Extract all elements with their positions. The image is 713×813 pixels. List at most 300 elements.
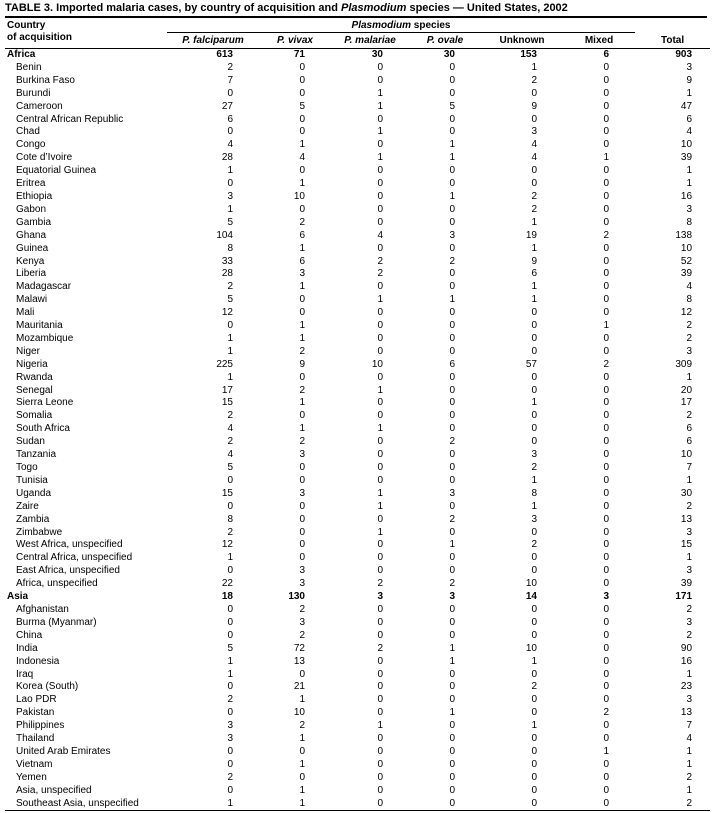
total-cell: 3 — [686, 694, 693, 706]
value-cell: 4 — [377, 229, 383, 241]
value-cell: 8 — [227, 242, 233, 254]
table-row — [5, 462, 710, 475]
value-cell: 1 — [299, 397, 305, 409]
country-cell: Africa, unspecified — [16, 578, 98, 590]
country-cell: Indonesia — [16, 655, 60, 667]
value-cell: 19 — [525, 229, 537, 241]
value-cell: 0 — [603, 474, 610, 486]
value-cell: 0 — [377, 603, 383, 615]
value-cell: 1 — [449, 642, 455, 654]
value-cell: 0 — [531, 694, 537, 706]
table-header — [5, 18, 710, 49]
value-cell: 0 — [603, 410, 610, 422]
value-cell: 0 — [449, 449, 455, 461]
table-row — [5, 733, 710, 746]
table-row — [5, 449, 710, 462]
table-row — [5, 669, 710, 682]
value-cell: 27 — [221, 100, 233, 112]
value-cell: 5 — [299, 100, 305, 112]
value-cell: 6 — [449, 358, 455, 370]
total-cell: 2 — [686, 603, 693, 615]
table-row — [5, 126, 710, 139]
value-cell: 14 — [525, 591, 537, 603]
country-cell: United Arab Emirates — [16, 745, 111, 757]
value-cell: 12 — [221, 539, 233, 551]
value-cell: 2 — [449, 436, 455, 448]
table-row — [5, 101, 710, 114]
value-cell: 1 — [227, 552, 233, 564]
value-cell: 0 — [603, 784, 610, 796]
value-cell: 2 — [227, 281, 233, 293]
value-cell: 0 — [377, 668, 383, 680]
value-cell: 1 — [227, 332, 233, 344]
country-cell: Korea (South) — [16, 681, 79, 693]
total-cell: 1 — [686, 668, 693, 680]
value-cell: 0 — [377, 242, 383, 254]
total-cell: 7 — [686, 462, 693, 473]
value-cell: 0 — [603, 629, 610, 641]
country-cell: Chad — [16, 126, 40, 138]
table-row — [5, 746, 710, 759]
country-cell: Sierra Leone — [16, 397, 74, 409]
value-cell: 0 — [377, 745, 383, 757]
value-cell: 0 — [603, 332, 610, 344]
table-row — [5, 630, 710, 643]
value-cell: 0 — [377, 629, 383, 641]
value-cell: 6 — [299, 255, 305, 267]
value-cell: 1 — [299, 320, 305, 332]
table-row — [5, 49, 710, 62]
value-cell: 0 — [449, 165, 455, 177]
total-cell: 2 — [686, 320, 693, 332]
value-cell: 0 — [531, 165, 537, 177]
value-cell: 2 — [299, 629, 305, 641]
value-cell: 0 — [603, 539, 610, 551]
value-cell: 0 — [449, 126, 455, 138]
value-cell: 0 — [299, 203, 305, 215]
table-row — [5, 527, 710, 540]
value-cell: 10 — [293, 190, 305, 202]
value-cell: 0 — [603, 126, 610, 138]
country-cell: Somalia — [16, 410, 53, 422]
value-cell: 5 — [227, 294, 233, 306]
value-cell: 3 — [299, 578, 305, 590]
total-cell: 2 — [686, 797, 693, 809]
value-cell: 0 — [603, 449, 610, 461]
value-cell: 0 — [227, 565, 233, 577]
value-cell: 0 — [531, 526, 537, 538]
value-cell: 6 — [227, 113, 233, 125]
plasmodium-species-group-header — [167, 18, 635, 33]
value-cell: 0 — [377, 513, 383, 525]
value-cell: 2 — [531, 681, 537, 693]
value-cell: 0 — [449, 74, 455, 86]
value-cell: 0 — [299, 745, 305, 757]
value-cell: 1 — [377, 294, 383, 306]
value-cell: 2 — [227, 436, 233, 448]
total-cell: 10 — [680, 242, 693, 254]
total-cell: 6 — [686, 423, 693, 435]
value-cell: 5 — [227, 216, 233, 228]
value-cell: 6 — [603, 49, 610, 60]
value-cell: 0 — [377, 552, 383, 564]
total-cell: 20 — [680, 384, 693, 396]
value-cell: 0 — [377, 565, 383, 577]
value-cell: 0 — [449, 745, 455, 757]
value-cell: 0 — [531, 629, 537, 641]
value-cell: 3 — [449, 487, 455, 499]
value-cell: 2 — [531, 190, 537, 202]
total-cell: 13 — [680, 707, 693, 719]
table-row — [5, 372, 710, 385]
value-cell: 2 — [227, 410, 233, 422]
value-cell: 2 — [377, 268, 383, 280]
value-cell: 3 — [299, 487, 305, 499]
value-cell: 1 — [603, 745, 610, 757]
table-row — [5, 178, 710, 191]
country-cell: Africa — [7, 49, 36, 60]
total-cell: 39 — [680, 152, 693, 164]
total-cell: 3 — [686, 565, 693, 577]
value-cell: 0 — [603, 487, 610, 499]
country-cell: Benin — [16, 61, 42, 73]
total-cell: 16 — [680, 655, 693, 667]
table-row — [5, 307, 710, 320]
country-cell: Yemen — [16, 771, 47, 783]
value-cell: 1 — [227, 797, 233, 809]
value-cell: 0 — [377, 733, 383, 745]
value-cell: 8 — [227, 513, 233, 525]
value-cell: 0 — [603, 384, 610, 396]
value-cell: 0 — [377, 784, 383, 796]
value-cell: 1 — [299, 281, 305, 293]
value-cell: 0 — [377, 281, 383, 293]
value-cell: 0 — [603, 462, 610, 473]
value-cell: 0 — [531, 113, 537, 125]
value-cell: 0 — [449, 500, 455, 512]
value-cell: 0 — [531, 668, 537, 680]
country-header-line1: Country — [7, 20, 46, 31]
table-row — [5, 281, 710, 294]
value-cell: 0 — [603, 268, 610, 280]
country-cell: Zimbabwe — [16, 526, 63, 538]
value-cell: 1 — [449, 707, 455, 719]
value-cell: 0 — [603, 500, 610, 512]
value-cell: 0 — [299, 87, 305, 99]
value-cell: 1 — [227, 345, 233, 357]
table-row — [5, 565, 710, 578]
value-cell: 0 — [531, 384, 537, 396]
value-cell: 0 — [531, 332, 537, 344]
value-cell: 0 — [449, 178, 455, 190]
value-cell: 0 — [449, 216, 455, 228]
table-row — [5, 475, 710, 488]
total-cell: 90 — [680, 642, 693, 654]
country-cell: West Africa, unspecified — [16, 539, 123, 551]
value-cell: 1 — [449, 139, 455, 151]
total-cell: 3 — [686, 203, 693, 215]
total-cell: 4 — [686, 281, 693, 293]
table-row — [5, 230, 710, 243]
value-cell: 1 — [531, 720, 537, 732]
country-cell: Burma (Myanmar) — [16, 616, 97, 628]
col-header-p-malariae: P. malariae — [331, 33, 409, 49]
value-cell: 1 — [299, 797, 305, 809]
table-row — [5, 617, 710, 630]
country-cell: Ghana — [16, 229, 47, 241]
country-column-header — [5, 18, 167, 49]
value-cell: 0 — [449, 694, 455, 706]
value-cell: 1 — [377, 500, 383, 512]
value-cell: 2 — [227, 771, 233, 783]
value-cell: 3 — [377, 591, 383, 603]
total-cell: 12 — [680, 307, 693, 319]
total-cell: 39 — [680, 268, 693, 280]
value-cell: 2 — [299, 436, 305, 448]
value-cell: 0 — [377, 203, 383, 215]
value-cell: 10 — [525, 578, 537, 590]
value-cell: 0 — [449, 307, 455, 319]
value-cell: 0 — [377, 771, 383, 783]
country-cell: South Africa — [16, 423, 70, 435]
table-row — [5, 707, 710, 720]
value-cell: 2 — [531, 203, 537, 215]
country-cell: Sudan — [16, 436, 45, 448]
total-cell: 138 — [675, 229, 693, 241]
value-cell: 0 — [531, 745, 537, 757]
table-row — [5, 397, 710, 410]
value-cell: 1 — [299, 733, 305, 745]
value-cell: 2 — [377, 578, 383, 590]
value-cell: 0 — [227, 178, 233, 190]
value-cell: 21 — [293, 681, 305, 693]
value-cell: 0 — [449, 771, 455, 783]
table-row — [5, 591, 710, 604]
total-cell: 1 — [686, 178, 693, 190]
value-cell: 71 — [293, 49, 305, 60]
value-cell: 1 — [227, 203, 233, 215]
country-cell: Mozambique — [16, 332, 74, 344]
total-cell: 2 — [686, 629, 693, 641]
country-cell: Cote d’Ivoire — [16, 152, 73, 164]
value-cell: 0 — [449, 281, 455, 293]
value-cell: 0 — [299, 371, 305, 383]
total-cell: 4 — [686, 126, 693, 138]
col-header-mixed: Mixed — [563, 33, 635, 49]
value-cell: 0 — [377, 371, 383, 383]
country-cell: Senegal — [16, 384, 53, 396]
country-cell: Tanzania — [16, 449, 57, 461]
value-cell: 0 — [603, 100, 610, 112]
total-cell: 10 — [680, 139, 693, 151]
total-cell: 16 — [680, 190, 693, 202]
value-cell: 6 — [531, 268, 537, 280]
value-cell: 2 — [449, 578, 455, 590]
total-cell: 8 — [686, 294, 693, 306]
value-cell: 0 — [603, 397, 610, 409]
value-cell: 1 — [299, 694, 305, 706]
value-cell: 0 — [377, 397, 383, 409]
value-cell: 0 — [531, 733, 537, 745]
table-row — [5, 539, 710, 552]
country-cell: Uganda — [16, 487, 52, 499]
value-cell: 0 — [299, 113, 305, 125]
table-row — [5, 294, 710, 307]
table-row — [5, 643, 710, 656]
value-cell: 0 — [531, 423, 537, 435]
value-cell: 0 — [603, 87, 610, 99]
value-cell: 0 — [377, 74, 383, 86]
value-cell: 2 — [603, 707, 610, 719]
table-row — [5, 694, 710, 707]
value-cell: 0 — [603, 616, 610, 628]
total-cell: 13 — [680, 513, 693, 525]
value-cell: 6 — [299, 229, 305, 241]
value-cell: 0 — [449, 397, 455, 409]
value-cell: 0 — [377, 320, 383, 332]
value-cell: 0 — [603, 139, 610, 151]
value-cell: 0 — [449, 423, 455, 435]
value-cell: 0 — [603, 733, 610, 745]
value-cell: 0 — [449, 320, 455, 332]
value-cell: 0 — [603, 74, 610, 86]
value-cell: 2 — [299, 384, 305, 396]
value-cell: 0 — [603, 61, 610, 73]
value-cell: 0 — [449, 332, 455, 344]
value-cell: 3 — [299, 616, 305, 628]
value-cell: 0 — [227, 87, 233, 99]
value-cell: 0 — [227, 616, 233, 628]
value-cell: 0 — [449, 616, 455, 628]
value-cell: 0 — [449, 345, 455, 357]
country-cell: Asia, unspecified — [16, 784, 92, 796]
value-cell: 0 — [449, 242, 455, 254]
value-cell: 1 — [531, 216, 537, 228]
table-row — [5, 75, 710, 88]
country-cell: Afghanistan — [16, 603, 69, 615]
value-cell: 0 — [377, 694, 383, 706]
value-cell: 0 — [603, 526, 610, 538]
value-cell: 1 — [531, 500, 537, 512]
country-cell: Mauritania — [16, 320, 63, 332]
value-cell: 0 — [377, 410, 383, 422]
value-cell: 72 — [293, 642, 305, 654]
country-cell: Pakistan — [16, 707, 55, 719]
value-cell: 3 — [227, 720, 233, 732]
value-cell: 3 — [531, 126, 537, 138]
country-cell: Rwanda — [16, 371, 53, 383]
country-cell: Asia — [7, 591, 29, 603]
value-cell: 1 — [377, 126, 383, 138]
country-cell: Southeast Asia, unspecified — [16, 797, 139, 809]
total-cell: 2 — [686, 771, 693, 783]
value-cell: 0 — [603, 113, 610, 125]
table-row — [5, 578, 710, 591]
value-cell: 2 — [603, 358, 610, 370]
value-cell: 0 — [299, 771, 305, 783]
country-cell: Cameroon — [16, 100, 63, 112]
table-row — [5, 759, 710, 772]
value-cell: 0 — [299, 513, 305, 525]
value-cell: 0 — [377, 707, 383, 719]
value-cell: 0 — [603, 603, 610, 615]
total-cell: 1 — [686, 87, 693, 99]
value-cell: 0 — [531, 436, 537, 448]
country-cell: Gambia — [16, 216, 52, 228]
total-cell: 3 — [686, 345, 693, 357]
value-cell: 0 — [227, 784, 233, 796]
table-row — [5, 88, 710, 101]
value-cell: 1 — [531, 397, 537, 409]
value-cell: 153 — [520, 49, 537, 60]
total-cell: 30 — [680, 487, 693, 499]
value-cell: 104 — [216, 229, 233, 241]
value-cell: 9 — [531, 100, 537, 112]
value-cell: 4 — [227, 423, 233, 435]
title-species-italic: Plasmodium — [340, 2, 407, 14]
value-cell: 1 — [299, 332, 305, 344]
malaria-table — [5, 18, 710, 811]
country-cell: Thailand — [16, 733, 55, 745]
country-cell: China — [16, 629, 43, 641]
country-cell: East Africa, unspecified — [16, 565, 120, 577]
country-cell: Zaire — [16, 500, 39, 512]
value-cell: 0 — [449, 668, 455, 680]
value-cell: 9 — [531, 255, 537, 267]
value-cell: 3 — [227, 733, 233, 745]
value-cell: 0 — [603, 720, 610, 732]
value-cell: 0 — [531, 178, 537, 190]
value-cell: 57 — [525, 358, 537, 370]
value-cell: 3 — [299, 268, 305, 280]
value-cell: 3 — [449, 229, 455, 241]
value-cell: 0 — [603, 552, 610, 564]
total-cell: 2 — [686, 410, 693, 422]
country-cell: Central African Republic — [16, 113, 124, 125]
total-cell: 10 — [680, 449, 693, 461]
value-cell: 130 — [288, 591, 305, 603]
total-cell: 8 — [686, 216, 693, 228]
value-cell: 1 — [377, 487, 383, 499]
value-cell: 0 — [449, 410, 455, 422]
table-row — [5, 243, 710, 256]
value-cell: 0 — [227, 500, 233, 512]
value-cell: 1 — [603, 152, 610, 164]
table-row — [5, 346, 710, 359]
value-cell: 0 — [531, 565, 537, 577]
country-cell: Togo — [16, 462, 38, 473]
value-cell: 0 — [299, 126, 305, 138]
value-cell: 28 — [221, 268, 233, 280]
value-cell: 0 — [449, 797, 455, 809]
value-cell: 0 — [603, 642, 610, 654]
value-cell: 0 — [377, 797, 383, 809]
value-cell: 33 — [221, 255, 233, 267]
total-cell: 1 — [686, 784, 693, 796]
value-cell: 0 — [227, 758, 233, 770]
value-cell: 0 — [603, 345, 610, 357]
table-row — [5, 165, 710, 178]
table-row — [5, 410, 710, 423]
value-cell: 0 — [299, 74, 305, 86]
title-prefix: TABLE 3. Imported malaria cases, by country of acquisition and — [5, 2, 341, 14]
table-row — [5, 656, 710, 669]
total-cell: 6 — [686, 436, 693, 448]
value-cell: 0 — [377, 345, 383, 357]
value-cell: 1 — [299, 242, 305, 254]
value-cell: 0 — [449, 733, 455, 745]
value-cell: 30 — [371, 49, 383, 60]
